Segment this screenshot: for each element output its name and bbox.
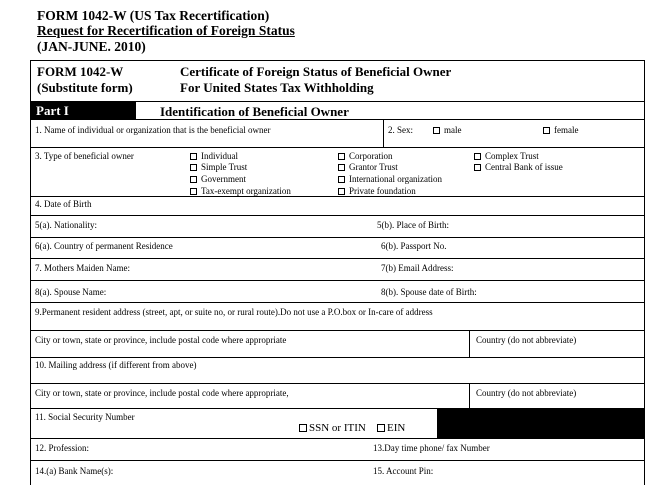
- country-label-1: Country (do not abbreviate): [476, 335, 577, 345]
- part-title: Identification of Beneficial Owner: [160, 104, 349, 119]
- form-sub: (Substitute form): [37, 80, 133, 95]
- owner-type-label: Government: [201, 174, 246, 184]
- divider: [30, 215, 644, 216]
- ssn-itin-label: SSN or ITIN: [309, 422, 366, 434]
- owner-type-label: Private foundation: [349, 186, 416, 196]
- ssn-itin-checkbox[interactable]: [299, 422, 366, 434]
- owner-central-bank-checkbox[interactable]: [474, 162, 563, 173]
- owner-type-label: Tax-exempt organization: [201, 186, 291, 196]
- divider: [30, 357, 644, 358]
- divider: [30, 258, 644, 259]
- divider: [469, 383, 470, 408]
- field-8b-label: 8(b). Spouse date of Birth:: [381, 287, 477, 297]
- field-15-label: 15. Account Pin:: [373, 466, 434, 476]
- divider: [30, 438, 644, 439]
- owner-type-label: Complex Trust: [485, 151, 539, 161]
- divider: [469, 330, 470, 357]
- field-4-label: 4. Date of Birth: [35, 199, 92, 209]
- country-label-2: Country (do not abbreviate): [476, 388, 577, 398]
- owner-corporation-checkbox[interactable]: [338, 151, 393, 162]
- field-10-label: 10. Mailing address (if different from above): [35, 360, 197, 370]
- field-7-label: 7. Mothers Maiden Name:: [35, 263, 130, 273]
- owner-government-checkbox[interactable]: [190, 174, 246, 185]
- field-13-label: 13.Day time phone/ fax Number: [373, 443, 490, 453]
- header-subtitle: Request for Recertification of Foreign Status: [37, 23, 295, 38]
- frame-left: [30, 60, 31, 485]
- owner-individual-checkbox[interactable]: [190, 151, 238, 162]
- owner-grantor-trust-checkbox[interactable]: [338, 162, 398, 173]
- field-6a-label: 6(a). Country of permanent Residence: [35, 241, 173, 251]
- owner-international-org-checkbox[interactable]: [338, 174, 442, 185]
- divider: [30, 147, 644, 148]
- form-name: FORM 1042-W: [37, 64, 124, 79]
- header-date: (JAN-JUNE. 2010): [37, 39, 146, 54]
- sex-male-checkbox[interactable]: [433, 125, 462, 136]
- sex-female-label: female: [554, 125, 579, 135]
- city-label-2: City or town, state or province, include postal code where appropriate,: [35, 388, 289, 398]
- divider: [30, 119, 644, 120]
- frame-right: [644, 60, 645, 485]
- divider: [30, 383, 644, 384]
- field-5a-label: 5(a). Nationality:: [35, 220, 97, 230]
- owner-type-label: Individual: [201, 151, 238, 161]
- field-8a-label: 8(a). Spouse Name:: [35, 287, 107, 297]
- frame-top: [30, 60, 644, 61]
- divider: [30, 196, 644, 197]
- field-9-label: 9.Permanent resident address (street, apt, or suite no, or rural route).Do not use a P.O.box or In-care of address: [35, 307, 433, 317]
- owner-simple-trust-checkbox[interactable]: [190, 162, 247, 173]
- ein-label: EIN: [387, 422, 406, 434]
- owner-type-label: International organization: [349, 174, 443, 184]
- owner-type-label: Corporation: [349, 151, 393, 161]
- header-title: FORM 1042-W (US Tax Recertification): [37, 8, 270, 23]
- part-label: Part I: [36, 103, 69, 118]
- divider: [30, 460, 644, 461]
- field-12-label: 12. Profession:: [35, 443, 89, 453]
- owner-type-label: Simple Trust: [201, 162, 248, 172]
- field-2-label: 2. Sex:: [388, 125, 414, 135]
- field-3-label: 3. Type of beneficial owner: [35, 151, 134, 161]
- city-label-1: City or town, state or province, include postal code where appropriate: [35, 335, 287, 345]
- divider: [30, 330, 644, 331]
- owner-type-label: Grantor Trust: [349, 162, 398, 172]
- field-1-label: 1. Name of individual or organization that is the beneficial owner: [35, 125, 271, 135]
- sex-male-label: male: [444, 125, 462, 135]
- divider: [30, 302, 644, 303]
- field-6b-label: 6(b). Passport No.: [381, 241, 447, 251]
- field-5b-label: 5(b). Place of Birth:: [377, 220, 449, 230]
- divider: [30, 280, 644, 281]
- field-14-label: 14.(a) Bank Name(s):: [35, 466, 114, 476]
- owner-type-label: Central Bank of issue: [485, 162, 563, 172]
- cert-sub: For United States Tax Withholding: [180, 80, 374, 95]
- field-11-label: 11. Social Security Number: [35, 412, 135, 422]
- field-7b-label: 7(b) Email Address:: [381, 263, 454, 273]
- ein-checkbox[interactable]: [377, 422, 405, 434]
- owner-complex-trust-checkbox[interactable]: [474, 151, 539, 162]
- divider: [383, 119, 384, 147]
- divider: [30, 237, 644, 238]
- cert-title: Certificate of Foreign Status of Beneficial Owner: [180, 64, 452, 79]
- sex-female-checkbox[interactable]: [543, 125, 578, 136]
- blacked-out-area: [437, 409, 644, 438]
